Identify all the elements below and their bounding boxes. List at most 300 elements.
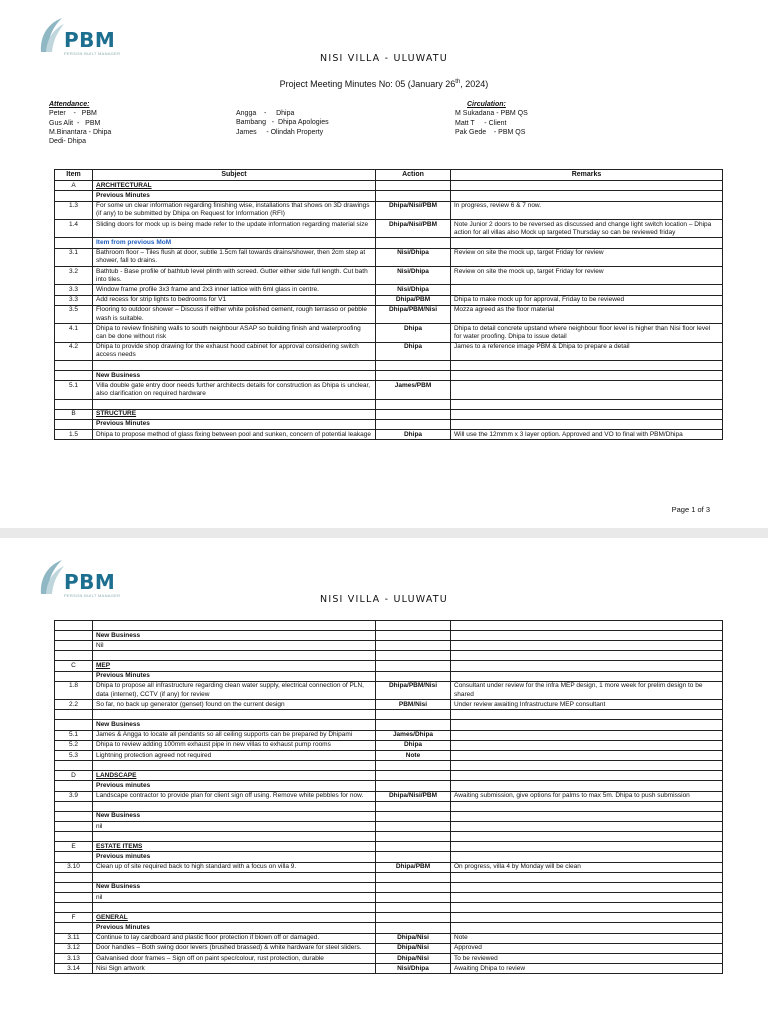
cell-subject: [93, 852, 376, 862]
cell-item: 5.2: [55, 740, 93, 750]
cell-remarks: [451, 621, 723, 631]
cell-remarks: [451, 882, 723, 892]
cell-subject: [93, 781, 376, 791]
cell-remarks: [451, 381, 723, 399]
minutes-table-page-1: [54, 169, 723, 440]
header-subject: Subject: [93, 170, 376, 181]
cell-remarks: Awaiting submission, give options for palms to max 5m. Dhipa to push submission: [451, 791, 723, 801]
cell-remarks: [451, 361, 723, 371]
cell-subject: [93, 238, 376, 248]
cell-action: Nisi/Dhipa: [376, 267, 451, 285]
cell-remarks: Note Junior 2 doors to be reversed as discussed and change light switch location – Dhipa action for all villas also Mock up targeted Thursday so can be reviewed friday: [451, 220, 723, 238]
cell-action: [376, 903, 451, 913]
cell-item: 3.9: [55, 791, 93, 801]
cell-remarks: [451, 740, 723, 750]
cell-action: [376, 641, 451, 651]
cell-item: [55, 822, 93, 832]
table-row-sub: [55, 371, 723, 381]
cell-remarks: [451, 801, 723, 811]
cell-item: [55, 903, 93, 913]
table-row: [55, 381, 723, 399]
section-title: ARCHITECTURAL: [96, 181, 152, 189]
attendee: Angga - Dhipa: [236, 110, 295, 117]
cell-action: [376, 923, 451, 933]
table-row-sub: [55, 923, 723, 933]
table-row-blank: [55, 872, 723, 882]
cell-remarks: [451, 751, 723, 761]
cell-subject: [93, 882, 376, 892]
cell-remarks: [451, 761, 723, 771]
table-row: [55, 751, 723, 761]
cell-action: [376, 710, 451, 720]
cell-subject: Door handles – Both swing door levers (brushed brassed) & white hardware for steel sliders.: [93, 943, 376, 953]
cell-subject: [93, 710, 376, 720]
table-row-blank: [55, 801, 723, 811]
circulation-list: [455, 100, 528, 137]
cell-remarks: Dhipa to make mock up for approval, Friday to be reviewed: [451, 295, 723, 305]
cell-action: [376, 822, 451, 832]
cell-remarks: [451, 852, 723, 862]
cell-remarks: Dhipa to detail concrete upstand where neighbour floor level is higher than Nisi floor level for water proofing. Dhipa to issue detail: [451, 324, 723, 342]
table-row-sec: [55, 661, 723, 671]
cell-action: [376, 371, 451, 381]
cell-remarks: On progress, villa 4 by Monday will be clean: [451, 862, 723, 872]
header-remarks: Remarks: [451, 170, 723, 181]
cell-action: [376, 409, 451, 419]
cell-action: Nisi/Dhipa: [376, 964, 451, 974]
cell-action: [376, 671, 451, 681]
table-row-sub: [55, 852, 723, 862]
cell-action: [376, 720, 451, 730]
subsection-title: Previous Minutes: [96, 191, 150, 199]
cell-remarks: Under review awaiting Infrastructure MEP consultant: [451, 700, 723, 710]
cell-action: [376, 191, 451, 201]
table-row: [55, 730, 723, 740]
table-row-blank: [55, 903, 723, 913]
table-row-sub: [55, 419, 723, 429]
cell-remarks: James to a reference image PBM & Dhipa to prepare a detail: [451, 342, 723, 360]
cell-item: [55, 882, 93, 892]
cell-item: [55, 801, 93, 811]
cell-action: Dhipa: [376, 324, 451, 342]
cell-action: [376, 852, 451, 862]
cell-subject: [93, 923, 376, 933]
table-row-blank: [55, 710, 723, 720]
table-row: [55, 342, 723, 360]
cell-remarks: [451, 238, 723, 248]
cell-item: [55, 923, 93, 933]
previous-mom-label: Item from previous MoM: [96, 238, 172, 246]
cell-action: [376, 661, 451, 671]
cell-subject: [93, 903, 376, 913]
table-row: [55, 324, 723, 342]
cell-item: 1.5: [55, 430, 93, 440]
table-row: [55, 964, 723, 974]
cell-subject: [93, 191, 376, 201]
cell-item: 5.1: [55, 381, 93, 399]
cell-item: 3.3: [55, 285, 93, 295]
table-row: [55, 933, 723, 943]
cell-subject: For some un clear information regarding finishing wise, installations that shows on 3D drawings (if any) to be submitted by Dhipa on Request for Information (RFI): [93, 201, 376, 219]
cell-subject: Bathroom floor – Tiles flush at door, subtle 1.5cm fall towards drains/shower, then 2cm step at shower, fall to drains.: [93, 248, 376, 266]
attendance-list: [49, 100, 111, 146]
cell-remarks: Review on site the mock up, target Friday for review: [451, 267, 723, 285]
attendee: Gus Alit - PBM: [49, 119, 101, 127]
cell-remarks: [451, 631, 723, 641]
cell-remarks: [451, 720, 723, 730]
table-row: [55, 943, 723, 953]
cell-item: [55, 238, 93, 248]
cell-remarks: [451, 710, 723, 720]
cell-item: 1.4: [55, 220, 93, 238]
circulation-entry: Pak Gede - PBM QS: [455, 128, 526, 136]
cell-remarks: Will use the 12mmm x 3 layer option. Approved and VO to final with PBM/Dhipa: [451, 430, 723, 440]
table-row: [55, 295, 723, 305]
cell-remarks: [451, 409, 723, 419]
cell-item: [55, 641, 93, 651]
logo-tagline: PERSON BUILT MANAGER: [64, 51, 121, 56]
cell-item: F: [55, 913, 93, 923]
cell-action: [376, 842, 451, 852]
cell-item: 2.2: [55, 700, 93, 710]
cell-subject: [93, 671, 376, 681]
cell-remarks: [451, 661, 723, 671]
cell-action: Dhipa/PBM: [376, 862, 451, 872]
table-row-sub: [55, 191, 723, 201]
cell-subject: Dhipa to propose method of glass fixing between pool and sunken, concern of potential leakage: [93, 430, 376, 440]
cell-action: Note: [376, 751, 451, 761]
cell-remarks: [451, 822, 723, 832]
cell-item: [55, 371, 93, 381]
header-action: Action: [376, 170, 451, 181]
cell-subject: Villa double gate entry door needs further architects details for construction as Dhipa is unclear, also clarification on required hardware: [93, 381, 376, 399]
cell-remarks: [451, 651, 723, 661]
cell-subject: [93, 631, 376, 641]
table-row: [55, 862, 723, 872]
attendee: Bambang - Dhipa Apologies: [236, 119, 329, 127]
cell-remarks: [451, 893, 723, 903]
cell-remarks: [451, 832, 723, 842]
table-row-sub: [55, 631, 723, 641]
cell-remarks: Approved: [451, 943, 723, 953]
cell-remarks: [451, 903, 723, 913]
cell-item: [55, 811, 93, 821]
cell-subject: [93, 832, 376, 842]
subsection-title: Previous minutes: [96, 852, 151, 860]
cell-remarks: [451, 811, 723, 821]
table-row-sub: [55, 882, 723, 892]
table-row: [55, 740, 723, 750]
table-header-row: [55, 170, 723, 181]
cell-item: 3.14: [55, 964, 93, 974]
cell-remarks: [451, 842, 723, 852]
cell-action: [376, 399, 451, 409]
cell-subject: [93, 761, 376, 771]
cell-item: [55, 621, 93, 631]
cell-action: [376, 761, 451, 771]
subsection-title: New Business: [96, 812, 141, 820]
cell-item: [55, 671, 93, 681]
table-row: [55, 681, 723, 699]
table-row-sub: [55, 811, 723, 821]
section-title: MEP: [96, 661, 111, 669]
cell-remarks: [451, 781, 723, 791]
cell-subject: [93, 842, 376, 852]
logo-wordmark: PBM: [64, 570, 116, 594]
cell-item: 3.13: [55, 954, 93, 964]
table-row: [55, 248, 723, 266]
minutes-table-page-2: [54, 620, 723, 974]
cell-action: Dhipa: [376, 740, 451, 750]
subsection-title: New Business: [96, 720, 141, 728]
cell-action: Nisi/Dhipa: [376, 248, 451, 266]
cell-action: [376, 771, 451, 781]
cell-action: Dhipa/Nisi: [376, 954, 451, 964]
cell-item: [55, 893, 93, 903]
cell-action: [376, 419, 451, 429]
cell-subject: James & Angga to locate all pendants so all ceiling supports can be prepared by Dhipami: [93, 730, 376, 740]
table-row: [55, 430, 723, 440]
cell-subject: [93, 872, 376, 882]
cell-action: [376, 801, 451, 811]
cell-remarks: [451, 923, 723, 933]
pbm-logo: [38, 16, 120, 56]
cell-action: [376, 238, 451, 248]
cell-item: [55, 191, 93, 201]
cell-action: [376, 872, 451, 882]
attendee: Peter - PBM: [49, 110, 97, 118]
cell-item: [55, 872, 93, 882]
table-row: [55, 700, 723, 710]
cell-action: [376, 781, 451, 791]
cell-action: Dhipa/Nisi: [376, 943, 451, 953]
cell-subject: Bathtub - Base profile of bathtub level plinth with screed. Gutter either side full length. Cut bath into tiles.: [93, 267, 376, 285]
table-row: [55, 201, 723, 219]
cell-item: 5.1: [55, 730, 93, 740]
cell-item: [55, 761, 93, 771]
page-number: Page 1 of 3: [671, 505, 710, 514]
cell-action: [376, 651, 451, 661]
cell-subject: Dhipa to review finishing walls to south neighbour ASAP so building finish and waterproofing can be done without risk: [93, 324, 376, 342]
table-row-sub: [55, 671, 723, 681]
cell-action: Dhipa/Nisi/PBM: [376, 201, 451, 219]
table-row-blank: [55, 621, 723, 631]
circulation-entry: Matt T - Client: [455, 119, 507, 127]
cell-item: D: [55, 771, 93, 781]
cell-item: [55, 832, 93, 842]
table-row: [55, 791, 723, 801]
cell-remarks: Awaiting Dhipa to review: [451, 964, 723, 974]
cell-subject: [93, 419, 376, 429]
table-row: [55, 220, 723, 238]
cell-item: 4.1: [55, 324, 93, 342]
header-item: Item: [55, 170, 93, 181]
cell-remarks: [451, 913, 723, 923]
subsection-title: New Business: [96, 371, 141, 379]
subsection-title: New Business: [96, 631, 141, 639]
section-title: ESTATE ITEMS: [96, 842, 143, 850]
cell-action: [376, 181, 451, 191]
cell-remarks: [451, 371, 723, 381]
cell-action: [376, 913, 451, 923]
table-row-blue: [55, 238, 723, 248]
cell-action: Dhipa/PBM: [376, 295, 451, 305]
table-row-sec: [55, 913, 723, 923]
attendee: M.Binantara - Dhipa: [49, 128, 112, 136]
cell-subject: [93, 361, 376, 371]
table-row: [55, 893, 723, 903]
cell-action: Dhipa/PBM/Nisi: [376, 681, 451, 699]
cell-item: 1.3: [55, 201, 93, 219]
cell-item: 3.11: [55, 933, 93, 943]
cell-item: [55, 781, 93, 791]
cell-item: 3.3: [55, 295, 93, 305]
cell-subject: [93, 801, 376, 811]
cell-action: [376, 621, 451, 631]
cell-action: James/Dhipa: [376, 730, 451, 740]
cell-subject: Clean up of site required back to high standard with a focus on villa 9.: [93, 862, 376, 872]
cell-remarks: [451, 419, 723, 429]
cell-remarks: [451, 285, 723, 295]
cell-subject: Window frame profile 3x3 frame and 2x3 inner lattice with 6ml glass in centre.: [93, 285, 376, 295]
cell-subject: [93, 409, 376, 419]
cell-subject: Dhipa to provide shop drawing for the exhaust hood cabinet for approval considering switch access needs: [93, 342, 376, 360]
table-row: [55, 267, 723, 285]
cell-item: 3.10: [55, 862, 93, 872]
cell-item: [55, 710, 93, 720]
cell-subject: [93, 181, 376, 191]
cell-item: E: [55, 842, 93, 852]
cell-subject: Nil: [93, 641, 376, 651]
section-title: GENERAL: [96, 913, 128, 921]
table-row: [55, 305, 723, 323]
cell-action: Dhipa/Nisi: [376, 933, 451, 943]
table-row-blank: [55, 361, 723, 371]
cell-subject: [93, 771, 376, 781]
cell-subject: Galvanised door frames – Sign off on paint spec/colour, rust protection, durable: [93, 954, 376, 964]
cell-item: [55, 399, 93, 409]
subsection-title: Previous minutes: [96, 781, 151, 789]
cell-subject: [93, 621, 376, 631]
circulation-heading: Circulation:: [467, 101, 506, 108]
cell-item: [55, 720, 93, 730]
cell-item: C: [55, 661, 93, 671]
subsection-title: Previous Minutes: [96, 420, 150, 428]
subsection-title: Previous Minutes: [96, 672, 150, 680]
cell-remarks: [451, 399, 723, 409]
cell-subject: Nisi Sign artwork: [93, 964, 376, 974]
table-row: [55, 954, 723, 964]
cell-item: 3.1: [55, 248, 93, 266]
cell-action: Dhipa/PBM/Nisi: [376, 305, 451, 323]
cell-remarks: [451, 181, 723, 191]
cell-action: Dhipa/Nisi/PBM: [376, 220, 451, 238]
cell-remarks: [451, 641, 723, 651]
table-row: [55, 822, 723, 832]
cell-remarks: Consultant under review for the infra MEP design, 1 more week for prelim design to be shared: [451, 681, 723, 699]
cell-remarks: To be reviewed: [451, 954, 723, 964]
subsection-title: New Business: [96, 883, 141, 891]
cell-remarks: Note: [451, 933, 723, 943]
table-row: [55, 285, 723, 295]
section-title: STRUCTURE: [96, 410, 137, 418]
attendance-list-2: [236, 109, 329, 137]
cell-subject: So far, no back up generator (genset) found on the current design: [93, 700, 376, 710]
table-row-blank: [55, 761, 723, 771]
circulation-entry: M Sukadana - PBM QS: [455, 110, 528, 118]
cell-subject: Lightning protection agreed not required: [93, 751, 376, 761]
cell-item: 5.3: [55, 751, 93, 761]
cell-remarks: [451, 191, 723, 201]
cell-item: 1.8: [55, 681, 93, 699]
cell-action: James/PBM: [376, 381, 451, 399]
pbm-logo-page-2: [38, 558, 120, 598]
cell-remarks: Mozza agreed as the floor material: [451, 305, 723, 323]
attendee: Dedi- Dhipa: [49, 138, 86, 146]
meeting-title: Project Meeting Minutes No: 05 (January 26th, 2024): [279, 79, 489, 89]
logo-wordmark: PBM: [64, 28, 116, 52]
cell-item: [55, 651, 93, 661]
table-row-sec: [55, 842, 723, 852]
cell-item: 3.5: [55, 305, 93, 323]
attendance-heading: Attendance:: [49, 101, 90, 108]
logo-tagline: PERSON BUILT MANAGER: [64, 593, 121, 598]
table-row-sub: [55, 781, 723, 791]
cell-subject: Landscape contractor to provide plan for client sign off using. Remove white pebbles for now.: [93, 791, 376, 801]
attendee: James - Olindah Property: [236, 128, 324, 136]
cell-action: PBM/Nisi: [376, 700, 451, 710]
cell-subject: nil: [93, 893, 376, 903]
table-row-sec: [55, 181, 723, 191]
cell-subject: [93, 371, 376, 381]
cell-action: Nisi/Dhipa: [376, 285, 451, 295]
cell-remarks: In progress, review 6 & 7 now.: [451, 201, 723, 219]
cell-subject: [93, 399, 376, 409]
cell-subject: Dhipa to review adding 100mm exhaust pipe in new villas to exhaust pump rooms: [93, 740, 376, 750]
cell-subject: nil: [93, 822, 376, 832]
cell-item: 4.2: [55, 342, 93, 360]
table-row-sec: [55, 409, 723, 419]
cell-action: [376, 893, 451, 903]
table-row-blank: [55, 651, 723, 661]
cell-subject: Dhipa to propose all infrastructure regarding clean water supply, electrical connection of PLN, data (internet), CCTV (if any) for review: [93, 681, 376, 699]
table-row-sec: [55, 771, 723, 781]
cell-item: [55, 852, 93, 862]
cell-item: B: [55, 409, 93, 419]
cell-subject: [93, 661, 376, 671]
cell-action: [376, 882, 451, 892]
cell-subject: Sliding doors for mock up is being made refer to the update information regarding material size: [93, 220, 376, 238]
cell-subject: Flooring to outdoor shower – Discuss if either white polished cement, rough terrasso or pebble wash is suitable.: [93, 305, 376, 323]
cell-action: [376, 631, 451, 641]
cell-remarks: [451, 771, 723, 781]
cell-action: Dhipa: [376, 430, 451, 440]
cell-action: [376, 811, 451, 821]
cell-action: Dhipa/Nisi/PBM: [376, 791, 451, 801]
table-row: [55, 641, 723, 651]
cell-item: A: [55, 181, 93, 191]
section-title: LANDSCAPE: [96, 771, 137, 779]
cell-remarks: [451, 730, 723, 740]
cell-item: [55, 361, 93, 371]
table-row-blank: [55, 399, 723, 409]
cell-item: [55, 631, 93, 641]
subsection-title: Previous Minutes: [96, 923, 150, 931]
document-title: NISI VILLA - ULUWATU: [320, 53, 448, 64]
cell-remarks: [451, 872, 723, 882]
cell-subject: [93, 720, 376, 730]
cell-subject: [93, 651, 376, 661]
